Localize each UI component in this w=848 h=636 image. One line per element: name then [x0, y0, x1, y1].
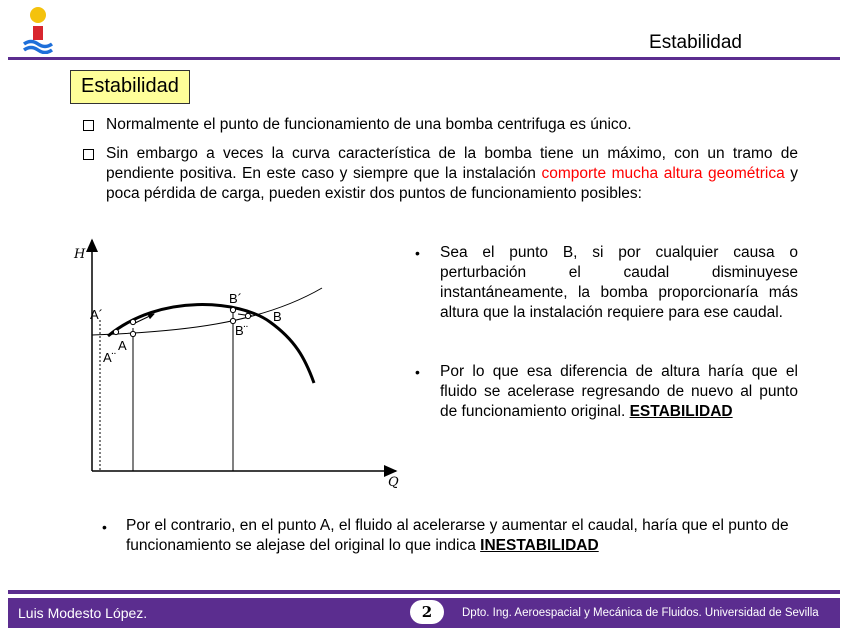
- footer-author: Luis Modesto López.: [18, 605, 148, 621]
- footer-divider: [8, 590, 840, 594]
- bullet-two-points-text-1: Sin embargo a veces la curva característica de la bomba tiene un máximo, con un tramo de pendiente positiva. En este caso y siempre que la instalación: [106, 145, 798, 182]
- header-divider: [8, 57, 840, 60]
- label-a-dprime: A¨: [103, 350, 116, 365]
- page-number: 2: [410, 600, 444, 624]
- label-b: B: [273, 309, 282, 324]
- y-axis-label: H: [74, 247, 86, 262]
- bullet-two-points: [106, 144, 798, 204]
- instability-explanation: [126, 516, 792, 556]
- label-b-prime: B´: [229, 291, 242, 306]
- point-b-explanation: Sea el punto B, si por cualquier causa o perturbación el caudal disminuyese instantáneamente, la bomba proporcionaría más altura que la instalación requiere para ese caudal.: [440, 244, 798, 321]
- section-title: Estabilidad: [70, 70, 190, 104]
- stability-emphasis: ESTABILIDAD: [629, 403, 733, 420]
- stability-explanation: [440, 362, 798, 422]
- label-a-prime: A´: [90, 307, 103, 322]
- installation-curve: [92, 288, 322, 335]
- point-marker: [130, 331, 135, 336]
- university-logo-icon: [22, 4, 58, 54]
- bullet-unique-point: Normalmente el punto de funcionamiento de una bomba centrifuga es único.: [106, 116, 632, 133]
- instability-emphasis: INESTABILIDAD: [480, 537, 599, 554]
- label-b-dprime: B¨: [235, 323, 248, 338]
- pump-curve-diagram: [60, 228, 410, 490]
- bullet-two-points-text-2: y poca pérdida de carga, pueden existir dos puntos de funcionamiento posibles:: [106, 165, 798, 202]
- square-bullet-icon: [83, 149, 94, 160]
- label-a: A: [118, 338, 127, 353]
- x-axis-label: Q: [388, 475, 399, 490]
- stability-text: Por lo que esa diferencia de altura haría que el fluido se acelerase regresando de nuevo al punto de funcionamiento original.: [440, 363, 798, 420]
- header-title: Estabilidad: [649, 32, 742, 53]
- pump-curve: [108, 305, 314, 383]
- point-marker: [113, 329, 118, 334]
- bullet-two-points-highlight: comporte mucha altura geométrica: [541, 165, 785, 182]
- dot-bullet-icon: •: [102, 519, 107, 535]
- footer-department: Dpto. Ing. Aeroespacial y Mecánica de Fluidos. Universidad de Sevilla: [462, 607, 819, 619]
- dot-bullet-icon: •: [415, 245, 420, 261]
- dot-bullet-icon: •: [415, 364, 420, 380]
- instability-text: Por el contrario, en el punto A, el fluido al acelerarse y aumentar el caudal, haría que el punto de funcionamiento se alejase del original lo que indica: [126, 517, 789, 554]
- square-bullet-icon: [83, 120, 94, 131]
- point-marker: [245, 313, 250, 318]
- point-marker: [130, 319, 135, 324]
- point-marker: [230, 307, 235, 312]
